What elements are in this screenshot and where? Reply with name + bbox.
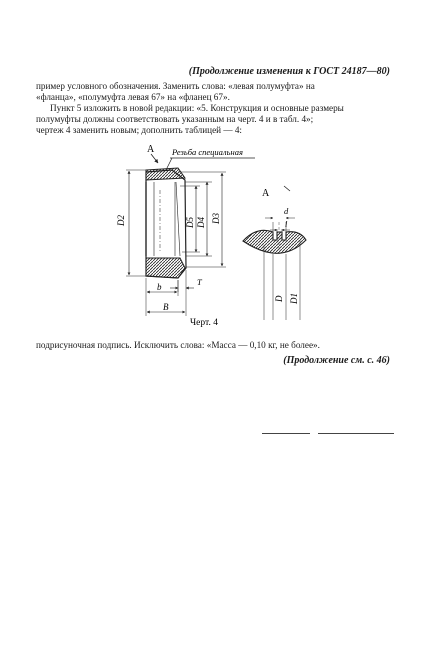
dim-D1-label: D1 [289,293,299,304]
dimension-b-small [146,278,178,316]
dim-b-large-label: B [163,302,169,312]
callout-a-label: А [147,144,155,155]
body-line-1: пример условного обозначения. Заменить слова: «левая полумуфта» на [36,81,315,91]
dim-d4-label: D4 [196,217,206,228]
dimension-d2 [116,170,146,276]
thread-note-label: Резьба специальная [172,147,243,157]
continuation-header: (Продолжение изменения к ГОСТ 24187—80) [188,66,390,77]
dim-d-label: d [284,206,289,216]
divider-rule-right [318,433,394,434]
body-line-3: Пункт 5 изложить в новой редакции: «5. Конструкция и основные размеры [50,103,344,113]
continued-note: (Продолжение см. с. 46) [283,355,390,366]
body-line-4: полумуфты должны соответствовать указанным на черт. 4 и в табл. 4»; [36,114,314,124]
thread-note [166,147,255,170]
dim-d2-label: D2 [116,215,126,226]
detail-view-a [243,186,306,320]
callout-a [147,144,158,163]
divider-rule-left [262,433,310,434]
body-line-5: чертеж 4 заменить новым; дополнить таблицей — 4: [36,125,242,135]
body-line-2: «фланца», «полумуфта левая 67» на «фланец 67». [36,92,230,102]
view-a-label: А [262,188,270,199]
dim-D-label: D [274,295,284,302]
section-view [146,168,186,278]
dimension-b-large [147,292,186,316]
dim-t-label: T [197,277,202,287]
dim-b-small-label: b [157,282,162,292]
dim-d3-label: D3 [211,213,221,224]
footer-note: подрисуночная подпись. Исключить слова: «Масса — 0,10 кг, не более». [36,340,320,350]
dim-l-label: l [285,219,288,229]
dim-d5-label: D5 [185,217,195,228]
drawing-caption: Черт. 4 [190,318,218,328]
